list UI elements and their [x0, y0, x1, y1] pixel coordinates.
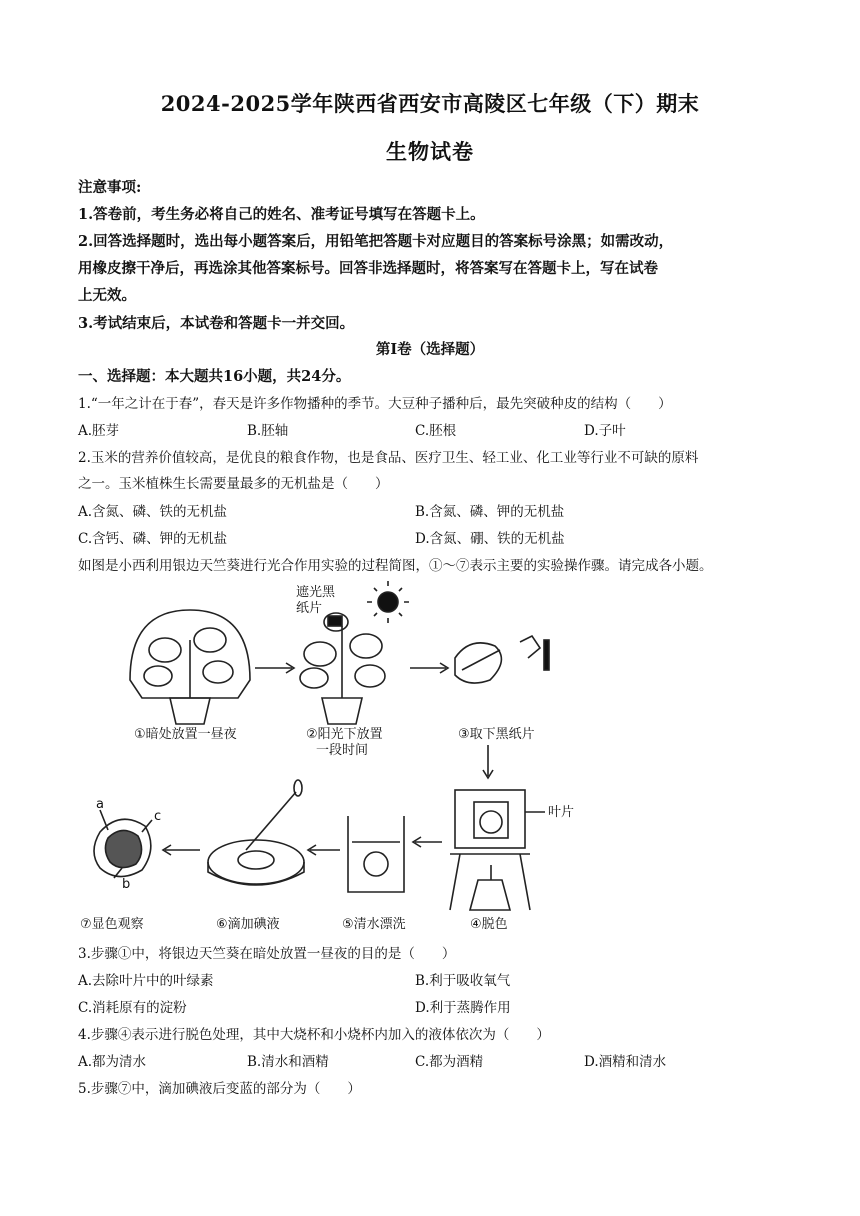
figure-intro: 如图是小西利用银边天竺葵进行光合作用实验的过程简图，①～⑦表示主要的实验操作骤。请完成各小题。 [78, 558, 713, 574]
step2-caption: ②阳光下放置 [306, 727, 383, 742]
q3-option-d: D.利于蒸腾作用 [415, 1000, 511, 1016]
step3-caption: ③取下黑纸片 [458, 727, 535, 742]
step5-beaker-icon [348, 816, 404, 892]
step2-plant-icon [300, 613, 385, 724]
notice-item: 3.考试结束后，本试卷和答题卡一并交回。 [78, 315, 355, 332]
exam-subtitle: 生物试卷 [386, 139, 474, 164]
step3-leaf-icon [455, 636, 549, 683]
sun-icon [378, 592, 398, 612]
notice-item: 2.回答选择题时，选出每小题答案后，用铅笔把答题卡对应题目的答案标号涂黑；如需改动， [78, 233, 674, 250]
step1-plant-icon [130, 610, 250, 724]
step6-caption: ⑥滴加碘液 [216, 917, 280, 932]
notice-item: 1.答卷前，考生务必将自己的姓名、准考证号填写在答题卡上。 [78, 206, 485, 223]
label-c: c [154, 809, 162, 824]
step6-dish-icon [208, 780, 304, 885]
q2-option-c: C.含钙、磷、钾的无机盐 [78, 531, 228, 547]
part-heading: 一、选择题：本大题共16小题，共24分。 [78, 368, 351, 385]
question-3-stem: 3.步骤①中，将银边天竺葵在暗处放置一昼夜的目的是（ ） [78, 946, 456, 962]
notice-heading: 注意事项: [78, 179, 142, 196]
section-title: 第Ⅰ卷（选择题） [375, 341, 485, 358]
label-black-paper-1: 遮光黑 [296, 585, 336, 600]
exam-title: 2024-2025学年陕西省西安市高陵区七年级（下）期末 [160, 91, 700, 116]
q3-option-a: A.去除叶片中的叶绿素 [78, 973, 214, 989]
q4-option-d: D.酒精和清水 [584, 1054, 667, 1070]
step4-caption: ④脱色 [470, 917, 508, 932]
label-a: a [96, 797, 104, 812]
q4-option-a: A.都为清水 [78, 1054, 147, 1070]
step7-caption: ⑦显色观察 [80, 917, 144, 932]
q1-option-a: A.胚芽 [78, 423, 120, 439]
notice-item: 上无效。 [78, 287, 136, 304]
q1-option-c: C.胚根 [415, 423, 457, 439]
q2-option-b: B.含氮、磷、钾的无机盐 [415, 504, 565, 520]
question-1-stem: 1.“一年之计在于春”，春天是许多作物播种的季节。大豆种子播种后，最先突破种皮的结构（ ） [78, 396, 672, 412]
q1-option-b: B.胚轴 [247, 423, 289, 439]
question-5-stem: 5.步骤⑦中，滴加碘液后变蓝的部分为（ ） [78, 1081, 361, 1097]
q1-option-d: D.子叶 [584, 423, 626, 439]
experiment-figure [70, 580, 590, 940]
q3-option-b: B.利于吸收氧气 [415, 973, 511, 989]
question-2-stem-cont: 之一。玉米植株生长需要量最多的无机盐是（ ） [78, 476, 389, 492]
q2-option-a: A.含氮、磷、铁的无机盐 [78, 504, 228, 520]
q3-option-c: C.消耗原有的淀粉 [78, 1000, 187, 1016]
question-4-stem: 4.步骤④表示进行脱色处理，其中大烧杯和小烧杯内加入的液体依次为（ ） [78, 1027, 550, 1043]
q4-option-b: B.清水和酒精 [247, 1054, 329, 1070]
label-leaf: 叶片 [548, 805, 575, 820]
step5-caption: ⑤清水漂洗 [342, 917, 406, 932]
notice-item: 用橡皮擦干净后，再选涂其他答案标号。回答非选择题时，将答案写在答题卡上，写在试卷 [78, 260, 658, 277]
q4-option-c: C.都为酒精 [415, 1054, 484, 1070]
question-2-stem: 2.玉米的营养价值较高，是优良的粮食作物，也是食品、医疗卫生、轻工业、化工业等行业不可缺的原料 [78, 450, 699, 466]
step1-caption: ①暗处放置一昼夜 [134, 727, 237, 742]
q2-option-d: D.含氮、硼、铁的无机盐 [415, 531, 565, 547]
label-b: b [122, 877, 131, 892]
step7-leaf-icon [94, 810, 152, 878]
step4-heating-icon [450, 790, 530, 910]
step2-caption-2: 一段时间 [316, 743, 369, 758]
label-black-paper-2: 纸片 [296, 601, 323, 616]
